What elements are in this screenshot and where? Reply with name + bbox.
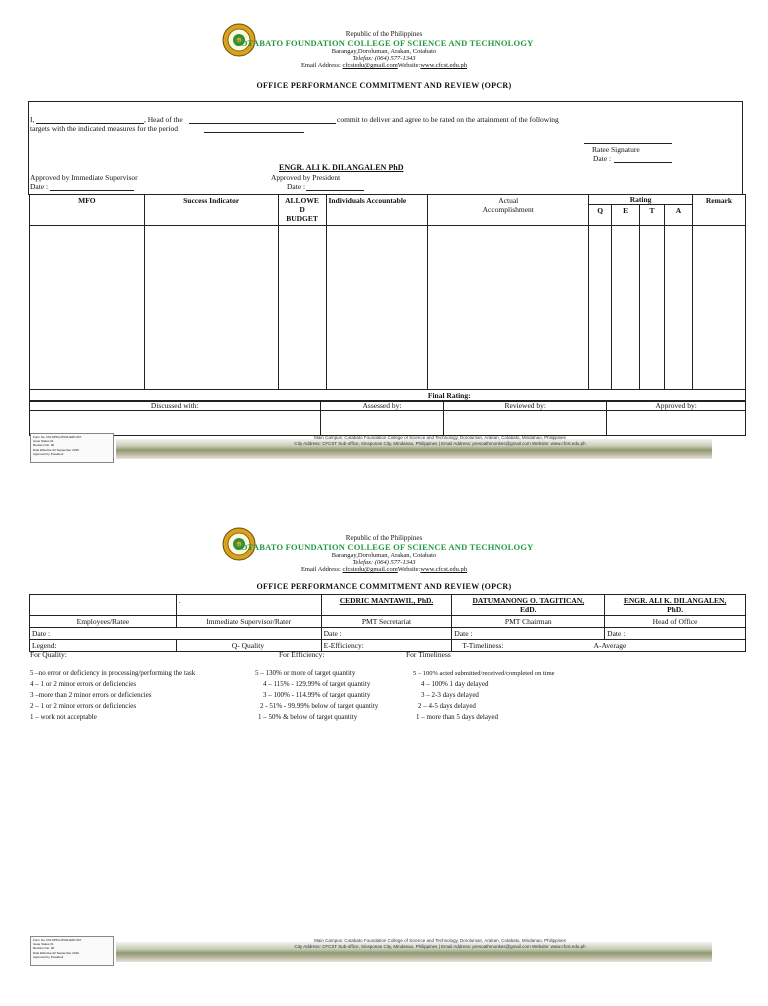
head-of-office-name: ENGR. ALI K. DILANGALEN, PhD. [605, 595, 746, 616]
timeliness-criteria-list [413, 668, 555, 723]
president-date-blank [306, 190, 364, 191]
list-item: 3 –more than 2 minor errors or deficiencies [30, 691, 152, 699]
cell-q[interactable] [589, 226, 612, 390]
footer-address: Main Campus: Cotabato Foundation College of Science and Technology, Doroluman, Arakan, Cotabato, Mindanao, Philippines City Address: CFCST Sub-office, Sinsponan City, Mindanao, Philippines | Email Address: presoathmonkes@gmail.com Website: www.cfcst.edu.ph [294, 435, 586, 446]
list-item: 1 – 50% & below of target quantity [258, 713, 358, 721]
header-actual-accomplishment: Actual Accomplishment [428, 195, 589, 226]
discussed-with-label: Discussed with: [30, 401, 321, 411]
cell-accomplishment[interactable] [428, 226, 589, 390]
header-rating: Rating [589, 195, 693, 205]
email-link[interactable]: cfcstedu@gmail.com [342, 62, 398, 69]
period-blank [204, 132, 304, 133]
role-pmt-chairman: PMT Chairman [452, 616, 605, 628]
cell-e[interactable] [612, 226, 640, 390]
website-link[interactable]: www.cfcst.edu.ph [420, 62, 468, 69]
contact-line: Email Address: cfcstedu@gmail.comWebsite:www.cfcst.edu.ph [300, 62, 468, 69]
legend-t-a: T-Timeliness: A-Average [452, 640, 746, 652]
form-title: OFFICE PERFORMANCE COMMITMENT AND REVIEW (OPCR) [256, 81, 512, 90]
list-item: 3 – 100% - 114.99% of target quantity [263, 691, 371, 699]
header-success-indicator: Success Indicator [144, 195, 278, 226]
for-efficiency-header: For Efficiency: [279, 650, 325, 659]
targets-text: targets with the indicated measures for the period [30, 124, 178, 133]
email-link-2[interactable]: cfcstedu@gmail.com [342, 566, 398, 573]
letterhead-2: Republic of the Philippines COTABATO FOUNDATION COLLEGE OF SCIENCE AND TECHNOLOGY Barangay,Doroluman, Arakan, Cotabato Telefax: (064) 577-1343 Email Address: cfcstedu@gmail.comWebsite:www.cfcst.edu.ph [234, 534, 534, 573]
legend-q: Q- Quality [176, 640, 321, 652]
cell-mfo[interactable] [30, 226, 145, 390]
president-name: ENGR. ALI K. DILANGALEN PhD [279, 163, 404, 172]
ratee-signature-line [584, 143, 672, 144]
date-cell-ratee[interactable]: Date : [30, 628, 322, 640]
for-timeliness-header: For Timeliness [406, 650, 451, 659]
form-title-2: OFFICE PERFORMANCE COMMITMENT AND REVIEW (OPCR) [256, 582, 512, 591]
approved-by-field[interactable] [607, 411, 746, 436]
header-rating-e: E [612, 205, 640, 226]
header-individuals-accountable: Individuals Accountable [326, 195, 428, 226]
date-cell-head[interactable]: Date : [605, 628, 746, 640]
page-footer-1 [30, 433, 712, 463]
reviewed-by-field[interactable] [444, 411, 607, 436]
telefax: Telefax: (064) 577-1343 [352, 55, 416, 62]
approved-supervisor-label: Approved by Immediate Supervisor [30, 173, 138, 182]
rater-name-cell[interactable]: . [176, 595, 321, 616]
chairman-name: DATUMANONG O. TAGITICAN, EdD. [452, 595, 605, 616]
republic-text: Republic of the Philippines [345, 30, 423, 38]
cell-accountable[interactable] [326, 226, 428, 390]
efficiency-criteria-list [255, 668, 378, 723]
college-address: Barangay,Doroluman, Arakan, Cotabato [331, 48, 437, 55]
role-pmt-secretariat: PMT Secretariat [321, 616, 452, 628]
final-rating-label: Final Rating: [428, 390, 746, 402]
signoff-table [29, 400, 746, 436]
header-rating-t: T [640, 205, 665, 226]
head-of-the-text: , Head of the [144, 115, 183, 124]
cell-budget[interactable] [278, 226, 326, 390]
reviewed-by-label: Reviewed by: [444, 401, 607, 411]
list-item: 4 – 115% - 129.99% of target quantity [263, 680, 371, 688]
approved-by-label: Approved by: [607, 401, 746, 411]
for-quality-header: For Quality: [30, 650, 67, 659]
cell-remark[interactable] [692, 226, 745, 390]
list-item: 2 - 51% - 99.99% below of target quantity [260, 702, 379, 710]
form-info-box-2: Form No. FM-OPM-OPCR-ERP-007 Issue Status 01 Revision No. 00 Date Effective 02 September 2019 Approved by President [30, 936, 114, 966]
date-cell-chairman[interactable]: Date : [452, 628, 605, 640]
form-info-box: Form No. FM-OPM-OPCR-ERP-007 Issue Status 01 Revision No. 00 Date Effective 02 September 2019 Approved by President [30, 433, 114, 463]
date-cell-secretariat[interactable]: Date : [321, 628, 452, 640]
table-row [30, 226, 746, 390]
list-item: 1 – work not acceptable [30, 713, 97, 721]
list-item: 5 –no error or deficiency in processing/performing the task [30, 669, 196, 677]
legend-label: Legend: [30, 640, 177, 652]
header-allowed-budget: ALLOWE D BUDGET [278, 195, 326, 226]
list-item: 4 – 100% 1 day delayed [421, 680, 489, 688]
list-item: 3 – 2-3 days delayed [421, 691, 479, 699]
ratee-date-label: Date : [593, 154, 612, 163]
list-item: 2 – 1 or 2 minor errors or deficiencies [30, 702, 137, 710]
legend-e: E-Efficiency: [321, 640, 452, 652]
cell-a[interactable] [665, 226, 693, 390]
ratee-name-cell[interactable] [30, 595, 177, 616]
discussed-with-field[interactable] [30, 411, 321, 436]
list-item: 5 – 130% or more of target quantity [255, 669, 356, 677]
supervisor-date-label: Date : [30, 182, 49, 191]
list-item: 4 – 1 or 2 minor errors or deficiencies [30, 680, 137, 688]
ratee-date-blank [614, 162, 672, 163]
website-link-2[interactable]: www.cfcst.edu.ph [420, 566, 468, 573]
role-head-of-office: Head of Office [605, 616, 746, 628]
role-immediate-supervisor: Immediate Supervisor/Rater [176, 616, 321, 628]
page-footer-2 [30, 936, 712, 966]
assessed-by-label: Assessed by: [320, 401, 444, 411]
opcr-main-table [29, 194, 746, 402]
commitment-i: I, [30, 115, 35, 124]
signatories-table [29, 594, 746, 652]
cell-t[interactable] [640, 226, 665, 390]
list-item: 5 – 100% acted submitted/received/completed on time [413, 670, 555, 677]
office-blank [189, 123, 336, 124]
header-mfo: MFO [30, 195, 145, 226]
cell-success-indicator[interactable] [144, 226, 278, 390]
list-item: 2 – 4-5 days delayed [418, 702, 476, 710]
president-date-label: Date : [287, 182, 306, 191]
college-name: COTABATO FOUNDATION COLLEGE OF SCIENCE AND TECHNOLOGY [234, 38, 534, 48]
supervisor-date-blank [50, 190, 134, 191]
ratee-signature-label: Ratee Signature [592, 145, 640, 154]
header-remark: Remark [692, 195, 745, 226]
header-rating-a: A [665, 205, 693, 226]
list-item: 1 – more than 5 days delayed [416, 713, 499, 721]
commit-text: commit to deliver and agree to be rated on the attainment of the following [337, 115, 559, 124]
secretariat-name: CEDRIC MANTAWIL, PhD. [321, 595, 452, 616]
footer-address-2: Main Campus: Cotabato Foundation College of Science and Technology, Doroluman, Arakan, Cotabato, Mindanao, Philippines City Address: CFCST Sub-office, Sinsponan City, Mindanao, Philippines | Email Address: presoathmonkes@gmail.com Website: www.cfcst.edu.ph [294, 938, 586, 949]
assessed-by-field[interactable] [320, 411, 444, 436]
approved-president-label: Approved by President [271, 173, 341, 182]
header-rating-q: Q [589, 205, 612, 226]
letterhead [0, 30, 768, 69]
quality-criteria-list [30, 668, 195, 723]
role-employees-ratee: Employees/Ratee [30, 616, 177, 628]
